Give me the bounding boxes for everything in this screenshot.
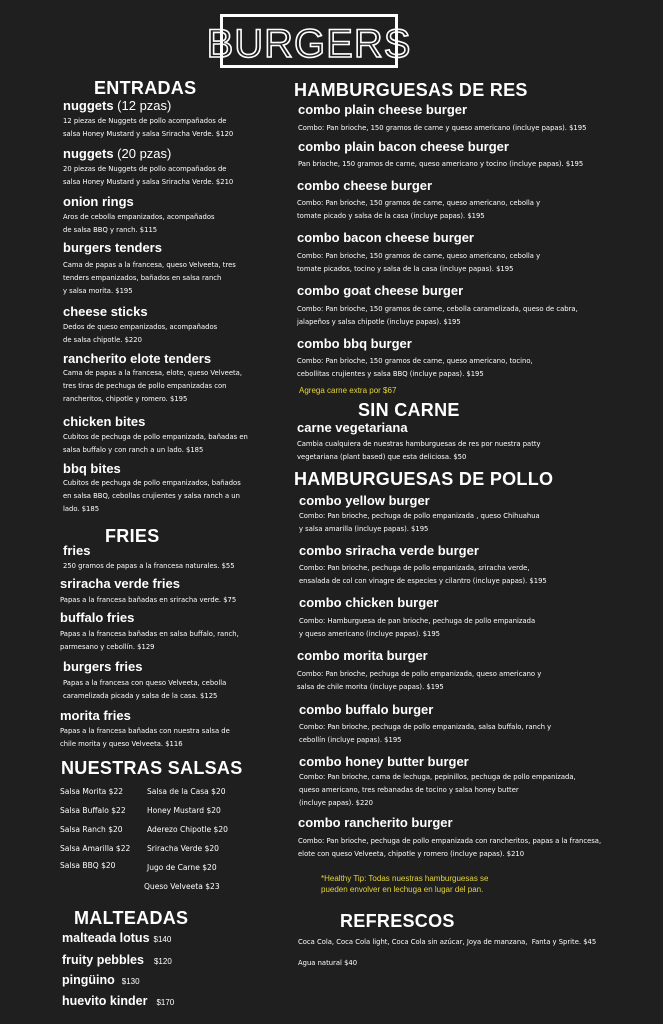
salsa-item: Salsa BBQ $20 [60, 860, 116, 870]
menu-item-name: chicken bites [63, 414, 146, 429]
salsas-heading: NUESTRAS SALSAS [61, 758, 243, 778]
menu-item-desc: Cama de papas a la francesa, elote, queso Velveeta, tres tiras de pechuga de pollo empanizadas con rancheritos, chipotle y romero. $195 [63, 368, 243, 403]
menu-item-name: combo bacon cheese burger [297, 230, 474, 245]
menu-item-desc: Combo: Pan brioche, 150 gramos de carne, queso americano, tocino, cebollitas crujientes y salsa BBQ (incluye papas). $195 [297, 356, 533, 378]
salsa-item: Salsa Morita $22 [60, 786, 124, 796]
menu-item-name: nuggets (20 pzas) [63, 146, 172, 161]
malteada-item: huevito kinder $170 [62, 994, 175, 1008]
menu-item-name: onion rings [63, 194, 134, 209]
menu-item-name: fries [63, 543, 91, 558]
sincarne-heading: SIN CARNE [358, 400, 460, 420]
menu-item-desc: Papas a la francesa bañadas con nuestra salsa de chile morita y queso Velveeta. $116 [60, 726, 230, 748]
menu-item-name: combo rancherito burger [298, 815, 453, 830]
menu-item-name: combo cheese burger [297, 178, 433, 193]
salsa-item: Honey Mustard $20 [147, 805, 221, 815]
menu-item-desc: Dedos de queso empanizados, acompañados de salsa chipotle. $220 [63, 322, 218, 344]
burgers-logo [206, 14, 412, 68]
salsa-item: Jugo de Carne $20 [147, 862, 217, 872]
malteada-item: pingüino $130 [62, 973, 140, 987]
menu-item-desc: Combo: Pan brioche, pechuga de pollo empanizada, sriracha verde, ensalada de col con vinagre de especies y cilantro (incluye papas). $195 [299, 563, 547, 585]
menu-item-name: combo buffalo burger [299, 702, 434, 717]
burgers-logo-text [206, 18, 412, 66]
salsa-item: Salsa Buffalo $22 [60, 805, 126, 815]
menu-item-desc: Combo: Pan brioche, 150 gramos de carne, queso americano, cebolla y tomate picado y salsa de la casa (incluye papas). $195 [297, 198, 541, 220]
malteada-item: fruity pebbles $120 [62, 953, 172, 967]
menu-item-name: combo plain bacon cheese burger [298, 139, 509, 154]
menu-item-name: nuggets (12 pzas) [63, 98, 172, 113]
menu-item-desc: Combo: Pan brioche, pechuga de pollo empanizada , queso Chihuahua y salsa amarilla (incluye papas). $195 [299, 511, 540, 533]
menu-item-desc: Combo: Pan brioche, cama de lechuga, pepinillos, pechuga de pollo empanizada, queso americano, tres rebanadas de tocino y salsa honey butter (incluye papas). $220 [299, 772, 576, 807]
menu-item-name: combo bbq burger [297, 336, 412, 351]
entradas-heading: ENTRADAS [94, 78, 197, 98]
menu-item-name: combo plain cheese burger [298, 102, 468, 117]
menu-item-desc: Cubitos de pechuga de pollo empanizados, bañados en salsa BBQ, cebollas crujientes y salsa ranch a un lado. $185 [63, 478, 241, 513]
menu-item-name: burgers tenders [63, 240, 162, 255]
menu-item-name: bbq bites [63, 461, 121, 476]
menu-item-desc: Pan brioche, 150 gramos de carne, queso americano y tocino (incluye papas). $195 [298, 159, 584, 168]
menu-item-desc: Cambia cualquiera de nuestras hamburguesas de res por nuestra patty vegetariana (plant based) que esta deliciosa. $50 [297, 439, 541, 461]
menu-item-name: combo chicken burger [299, 595, 439, 610]
salsa-item: Salsa de la Casa $20 [147, 786, 226, 796]
menu-item-desc: Combo: Pan brioche, 150 gramos de carne y queso americano (incluye papas). $195 [298, 123, 587, 132]
menu-item-name: burgers fries [63, 659, 143, 674]
refrescos-line: Agua natural $40 [298, 958, 358, 967]
menu-item-name: carne vegetariana [297, 420, 408, 435]
menu-item-name: buffalo fries [60, 610, 135, 625]
logo-title: BURGERS [206, 22, 412, 66]
menu-item-name: rancherito elote tenders [63, 351, 212, 366]
menu-item-desc: 12 piezas de Nuggets de pollo acompañados de salsa Honey Mustard y salsa Sriracha Verde. $120 [63, 116, 234, 138]
menu-item-desc: Combo: Pan brioche, 150 gramos de carne, cebolla caramelizada, queso de cabra, jalapeños y salsa chipotle (incluye papas). $195 [297, 304, 578, 326]
menu-item-desc: Combo: Pan brioche, pechuga de pollo empanizada con rancheritos, papas a la francesa, elote con queso Velveeta, chipotle y romero (incluye papas). $210 [298, 836, 602, 858]
menu-item-name: combo goat cheese burger [297, 283, 464, 298]
refrescos-line: Coca Cola, Coca Cola light, Coca Cola sin azúcar, Joya de manzana, Fanta y Sprite. $45 [298, 937, 597, 946]
malteada-item: malteada lotus $140 [62, 931, 172, 945]
menu-item-name: combo sriracha verde burger [299, 543, 479, 558]
res-heading: HAMBURGUESAS DE RES [294, 80, 528, 100]
menu-item-desc: Aros de cebolla empanizados, acompañados de salsa BBQ y ranch. $115 [63, 212, 215, 234]
salsa-item: Aderezo Chipotle $20 [147, 824, 228, 834]
salsa-item: Salsa Amarilla $22 [60, 843, 131, 853]
menu-item-desc: Cubitos de pechuga de pollo empanizada, bañadas en salsa buffalo y con ranch a un lado. $185 [63, 432, 248, 454]
menu-item-desc: Combo: Pan brioche, 150 gramos de carne, queso americano, cebolla y tomate picados, tocino y salsa de la casa (incluye papas). $195 [297, 251, 541, 273]
menu-item-desc: 20 piezas de Nuggets de pollo acompañados de salsa Honey Mustard y salsa Sriracha Verde. $210 [63, 164, 234, 186]
menu-item-desc: Papas a la francesa bañadas en salsa buffalo, ranch, parmesano y cebollín. $129 [60, 629, 239, 651]
menu-item-desc: Cama de papas a la francesa, queso Velveeta, tres tenders empanizados, bañados en salsa ranch y salsa morita. $195 [63, 260, 236, 295]
refrescos-heading: REFRESCOS [340, 911, 455, 931]
menu-item-desc: Combo: Pan brioche, pechuga de pollo empanizada, queso americano y salsa de chile morita (incluye papas). $195 [297, 669, 542, 691]
fries-heading: FRIES [105, 526, 160, 546]
menu-item-name: cheese sticks [63, 304, 148, 319]
menu-item-name: combo yellow burger [299, 493, 430, 508]
salsa-item: Sriracha Verde $20 [147, 843, 219, 853]
salsa-item: Salsa Ranch $20 [60, 824, 123, 834]
menu-item-desc: Papas a la francesa bañadas en sriracha verde. $75 [60, 595, 237, 604]
extra-meat-note: Agrega carne extra por $67 [299, 386, 397, 395]
malteadas-heading: MALTEADAS [74, 908, 189, 928]
menu-item-desc: Combo: Pan brioche, pechuga de pollo empanizada, salsa buffalo, ranch y cebollín (incluye papas). $195 [299, 722, 552, 744]
menu-item-desc: 250 gramos de papas a la francesa naturales. $55 [63, 561, 235, 570]
menu-item-desc: Combo: Hamburguesa de pan brioche, pechuga de pollo empanizada y queso americano (incluye papas). $195 [299, 616, 536, 638]
menu-item-name: sriracha verde fries [60, 576, 180, 591]
pollo-heading: HAMBURGUESAS DE POLLO [294, 469, 554, 489]
menu-item-name: combo honey butter burger [299, 754, 469, 769]
healthy-tip: *Healthy Tip: Todas nuestras hamburguesas se pueden envolver en lechuga en lugar del pan. [321, 874, 489, 894]
menu-item-name: combo morita burger [297, 648, 428, 663]
menu-item-desc: Papas a la francesa con queso Velveeta, cebolla caramelizada picada y salsa de la casa. $125 [63, 678, 227, 700]
menu-item-name: morita fries [60, 708, 131, 723]
salsa-item: Queso Velveeta $23 [144, 881, 220, 891]
